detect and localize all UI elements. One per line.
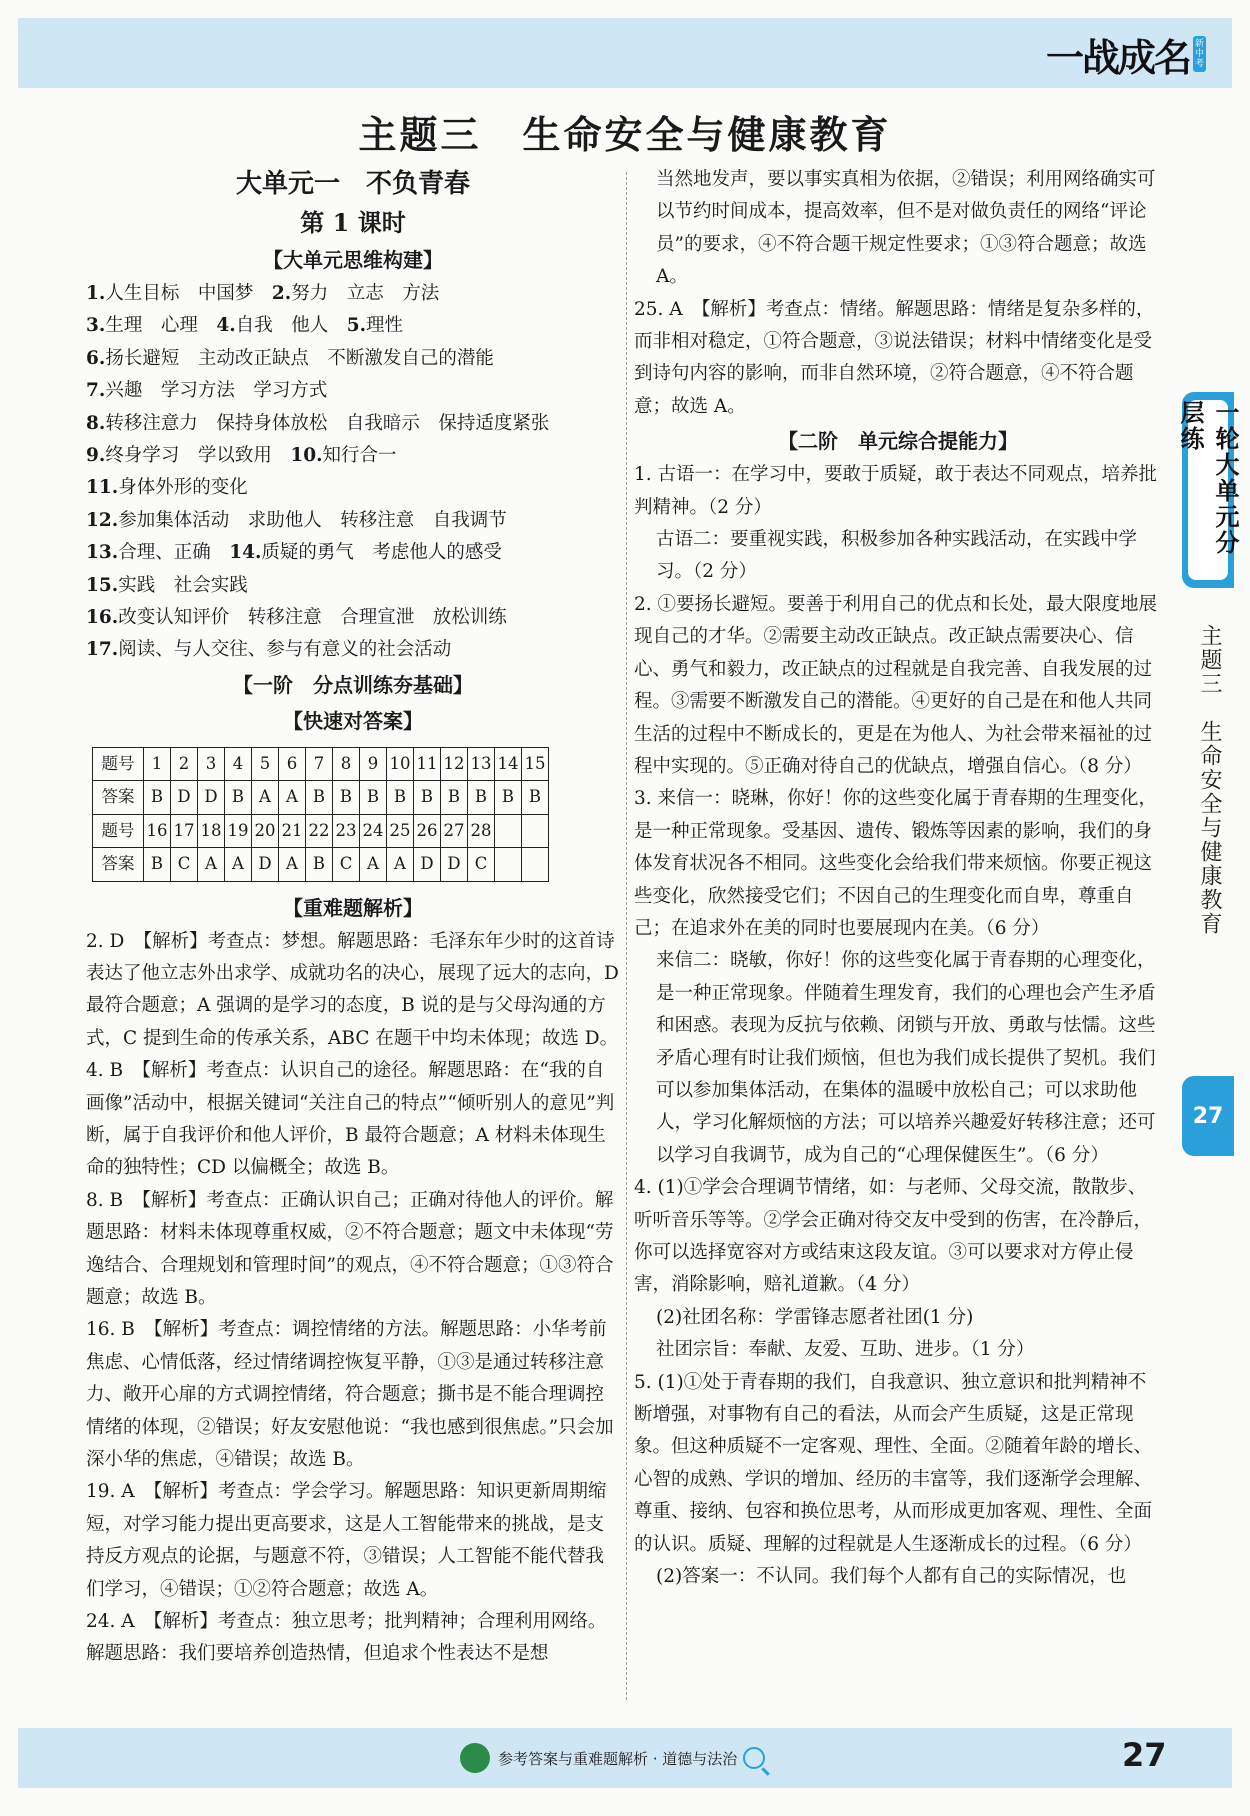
answer-cell: 17 xyxy=(171,814,198,847)
answer-cell: 18 xyxy=(198,814,225,847)
answer-cell: 5 xyxy=(252,747,279,780)
section-quick: 【快速对答案】 xyxy=(283,708,423,733)
answer-cell: 21 xyxy=(279,814,306,847)
answer-cell: 1 xyxy=(144,747,171,780)
answer-cell: 23 xyxy=(333,814,360,847)
column-divider xyxy=(626,172,627,1700)
answer-cell: 8 xyxy=(333,747,360,780)
section-hard: 【重难题解析】 xyxy=(283,895,423,920)
left-column xyxy=(86,164,620,1671)
answer-cell xyxy=(522,814,549,847)
footer xyxy=(460,1738,765,1778)
answer-cell: D xyxy=(441,848,468,881)
answer-item: 2. ①要扬长避短。要善于利用自己的优点和长处，最大限度地展现自己的才华。②需要主动改正缺点。改正缺点需要决心、信心、勇气和毅力，改正缺点的过程就是自我完善、自我发展的过程。③需要不断激发自己的潜能。④更好的自己是在和他人共同生活的过程中不断成长的，更是在为他人、为社会带来福祉的过程中实现的。⑤正确对待自己的优缺点，增强自信心。（8 分） xyxy=(634,593,1158,777)
side-page-badge: 27 xyxy=(1182,1076,1234,1156)
section-build: 【大单元思维构建】 xyxy=(263,248,443,272)
answer-cell: A xyxy=(279,848,306,881)
answer-cell: 28 xyxy=(468,814,495,847)
answer-cell: 13 xyxy=(468,747,495,780)
answer-cell: 11 xyxy=(414,747,441,780)
answer-item: 5. (1)①处于青春期的我们，自我意识、独立意识和批判精神不断增强，对事物有自己的看法，从而会产生质疑，这是正常现象。但这种质疑不一定客观、理性、全面。②随着年龄的增长、心智的成熟、学识的增加、经历的丰富等，我们逐渐学会理解、尊重、接纳、包容和换位思考，从而形成更加客观、理性、全面的认识。质疑、理解的过程就是人生逐渐成长的过程。（6 分） xyxy=(634,1371,1153,1555)
answer-cell: B xyxy=(306,781,333,814)
answer-cell: B xyxy=(387,781,414,814)
answer-cell: 20 xyxy=(252,814,279,847)
answer-table: 题号 1 2 3 4 5 6 7 8 9 10 11 12 13 14 15 答案 B D D B A A B B B B B B B B B 题号 16 17 18 19 20 21 22 23 24 25 26 27 28 答案 B C A A D A B C A A D D C xyxy=(92,747,549,882)
answer-item: (2)答案一：不认同。我们每个人都有自己的实际情况，也 xyxy=(656,1566,1127,1588)
answer-cell: B xyxy=(495,781,522,814)
answer-cell: 14 xyxy=(495,747,522,780)
page-title: 主题三 生命安全与健康教育 xyxy=(358,112,892,157)
answer-cell: C xyxy=(468,848,495,881)
answer-cell xyxy=(495,814,522,847)
side-tab xyxy=(1176,392,1239,588)
answer-item: 来信二：晓敏，你好！你的这些变化属于青春期的心理变化，是一种正常现象。伴随着生理发育，我们的心理也会产生矛盾和困惑。表现为反抗与依赖、闭锁与开放、勇敢与怯懦。这些矛盾心理有时让我们烦恼，但也为我们成长提供了契机。我们可以参加集体活动，在集体的温暖中放松自己；可以求助他人，学习化解烦恼的方法；可以培养兴趣爱好转移注意；还可以学习自我调节，成为自己的“心理保健医生”。（6 分） xyxy=(656,950,1156,1166)
side-theme-label: 主题三 生命安全与健康教育 xyxy=(1197,624,1222,936)
answer-item: 古语二：要重视实践，积极参加各种实践活动，在实践中学习。（2 分） xyxy=(656,529,1138,583)
answer-cell: 16 xyxy=(144,814,171,847)
answer-cell: A xyxy=(360,848,387,881)
answer-item: 社团宗旨：奉献、友爱、互助、进步。（1 分） xyxy=(656,1339,1035,1361)
answer-cell: B xyxy=(333,781,360,814)
answer-cell: D xyxy=(171,781,198,814)
answer-item: 1. 古语一：在学习中，要敢于质疑，敢于表达不同观点，培养批判精神。（2 分） xyxy=(634,464,1158,518)
answer-cell: B xyxy=(441,781,468,814)
side-tab-label: 一轮大单元分层练 xyxy=(1176,400,1239,556)
build-list: 1.人生目标 中国梦 2.努力 立志 方法 3.生理 心理 4.自我 他人 5.理性 6.扬长避短 主动改正缺点 不断激发自己的潜能 7.兴趣 学习方法 学习方式 8.转移注意力 保持身体放松 自我暗示 保持适度紧张 9.终身学习 学以致用 10.知行合一 11.身体外形的变化 12.参加集体活动 求助他人 转移注意 自我调节 13.合理、正确 14.质疑的勇气 考虑他人的感受 15.实践 社会实践 16.改变认知评价 转移注意 合理宣泄 放松训练 17.阅读、与人交往、参与有意义的社会活动 xyxy=(86,283,550,661)
footer-text: 参考答案与重难题解析 · 道德与法治 xyxy=(498,1749,738,1768)
analysis-item: 2. D 【解析】考查点：梦想。解题思路：毛泽东年少时的这首诗表达了他立志外出求学、成就功名的决心，展现了远大的志向，D 最符合题意；A 强调的是学习的态度，B 说的是与父母沟通的方式，C 提到生命的传承关系，ABC 在题干中均未体现；故选 D。 xyxy=(86,930,619,1049)
answer-cell: B xyxy=(414,781,441,814)
right-column xyxy=(634,164,1162,1593)
answer-cell: 24 xyxy=(360,814,387,847)
answer-cell: 9 xyxy=(360,747,387,780)
brand-sub: 新 中 考 xyxy=(1193,36,1206,72)
lesson-title: 第 1 课时 xyxy=(300,208,406,237)
answer-cell: 12 xyxy=(441,747,468,780)
answer-cell: 19 xyxy=(225,814,252,847)
search-icon xyxy=(743,1747,765,1769)
answer-cell: B xyxy=(360,781,387,814)
answer-cell: A xyxy=(279,781,306,814)
answer-cell: A xyxy=(198,848,225,881)
page-number: 27 xyxy=(1122,1736,1167,1774)
analysis-item: 16. B 【解析】考查点：调控情绪的方法。解题思路：小华考前焦虑、心情低落，经过情绪调控恢复平静，①③是通过转移注意力、敞开心扉的方式调控情绪，符合题意；撕书是不能合理调控情绪的体现，②错误；好友安慰他说：“我也感到很焦虑。”只会加深小华的焦虑，④错误；故选 B。 xyxy=(86,1319,614,1470)
answer-item: 3. 来信一：晓琳，你好！你的这些变化属于青春期的生理变化，是一种正常现象。受基因、遗传、锻炼等因素的影响，我们的身体发育状况各不相同。这些变化会给我们带来烦恼。你要正视这些变化，欣然接受它们；不因自己的生理变化而自卑，尊重自己；在追求外在美的同时也要展现内在美。（6 分） xyxy=(634,788,1158,939)
answer-cell: B xyxy=(144,848,171,881)
analysis-item: 8. B 【解析】考查点：正确认识自己；正确对待他人的评价。解题思路：材料未体现尊重权威，②不符合题意；题文中未体现“劳逸结合、合理规划和管理时间”的观点，④不符合题意；①③符合题意；故选 B。 xyxy=(86,1189,614,1308)
section-stage2: 【二阶 单元综合提能力】 xyxy=(778,429,1018,454)
answer-cell: 4 xyxy=(225,747,252,780)
brand-name: 一战成名 xyxy=(1045,35,1190,80)
answer-cell: B xyxy=(144,781,171,814)
answer-item: 4. (1)①学会合理调节情绪，如：与老师、父母交流，散散步、听听音乐等等。②学会正确对待交友中受到的伤害，在冷静后，你可以选择宽容对方或结束这段友谊。③可以要求对方停止侵害，消除影响，赔礼道歉。（4 分） xyxy=(634,1177,1153,1296)
answer-cell: 3 xyxy=(198,747,225,780)
analysis-item: 19. A 【解析】考查点：学会学习。解题思路：知识更新周期缩短，对学习能力提出更高要求，这是人工智能带来的挑战，是支持反方观点的论据，与题意不符，③错误；人工智能不能代替我们学习，④错误；①②符合题意；故选 A。 xyxy=(86,1481,607,1600)
section-stage1: 【一阶 分点训练夯基础】 xyxy=(233,672,473,697)
answer-cell: B xyxy=(522,781,549,814)
answer-cell: 22 xyxy=(306,814,333,847)
answer-cell: D xyxy=(414,848,441,881)
answer-cell: 25 xyxy=(387,814,414,847)
analysis-item: 24. A 【解析】考查点：独立思考；批判精神；合理利用网络。解题思路：我们要培养创造热情，但追求个性表达不是想 xyxy=(86,1611,607,1665)
answer-cell xyxy=(495,848,522,881)
answer-cell: 7 xyxy=(306,747,333,780)
answer-item: (2)社团名称：学雷锋志愿者社团(1 分) xyxy=(656,1306,974,1328)
brand-logo xyxy=(1046,24,1206,84)
footer-logo-icon xyxy=(460,1743,490,1773)
answer-cell: 27 xyxy=(441,814,468,847)
unit-title: 大单元一 不负青春 xyxy=(235,169,470,199)
answer-cell: A xyxy=(252,781,279,814)
analysis-continued: 当然地发声，要以事实真相为依据，②错误；利用网络确实可以节约时间成本，提高效率，但不是对做负责任的网络“评论员”的要求，④不符合题干规定性要求；①③符合题意；故选 A。 xyxy=(656,169,1156,288)
answer-cell: D xyxy=(252,848,279,881)
analysis-item: 4. B 【解析】考查点：认识自己的途径。解题思路：在“我的自画像”活动中，根据关键词“关注自己的特点”“倾听别人的意见”判断，属于自我评价和他人评价，B 最符合题意；A 材料未体现生命的独特性；CD 以偏概全；故选 B。 xyxy=(86,1060,615,1179)
answer-cell: D xyxy=(198,781,225,814)
analysis-item: 25. A 【解析】考查点：情绪。解题思路：情绪是复杂多样的，而非相对稳定，①符合题意，③说法错误；材料中情绪变化是受到诗句内容的影响，而非自然环境，②符合题意，④不符合题意；故选 A。 xyxy=(634,298,1155,417)
answer-cell: 10 xyxy=(387,747,414,780)
answer-cell: A xyxy=(225,848,252,881)
answer-cell: A xyxy=(387,848,414,881)
answer-cell: 26 xyxy=(414,814,441,847)
answer-cell: B xyxy=(468,781,495,814)
answer-cell: 15 xyxy=(522,747,549,780)
answer-cell: C xyxy=(333,848,360,881)
answer-cell xyxy=(522,848,549,881)
answer-cell: 6 xyxy=(279,747,306,780)
answer-cell: C xyxy=(171,848,198,881)
answer-cell: 2 xyxy=(171,747,198,780)
answer-cell: B xyxy=(225,781,252,814)
answer-cell: B xyxy=(306,848,333,881)
